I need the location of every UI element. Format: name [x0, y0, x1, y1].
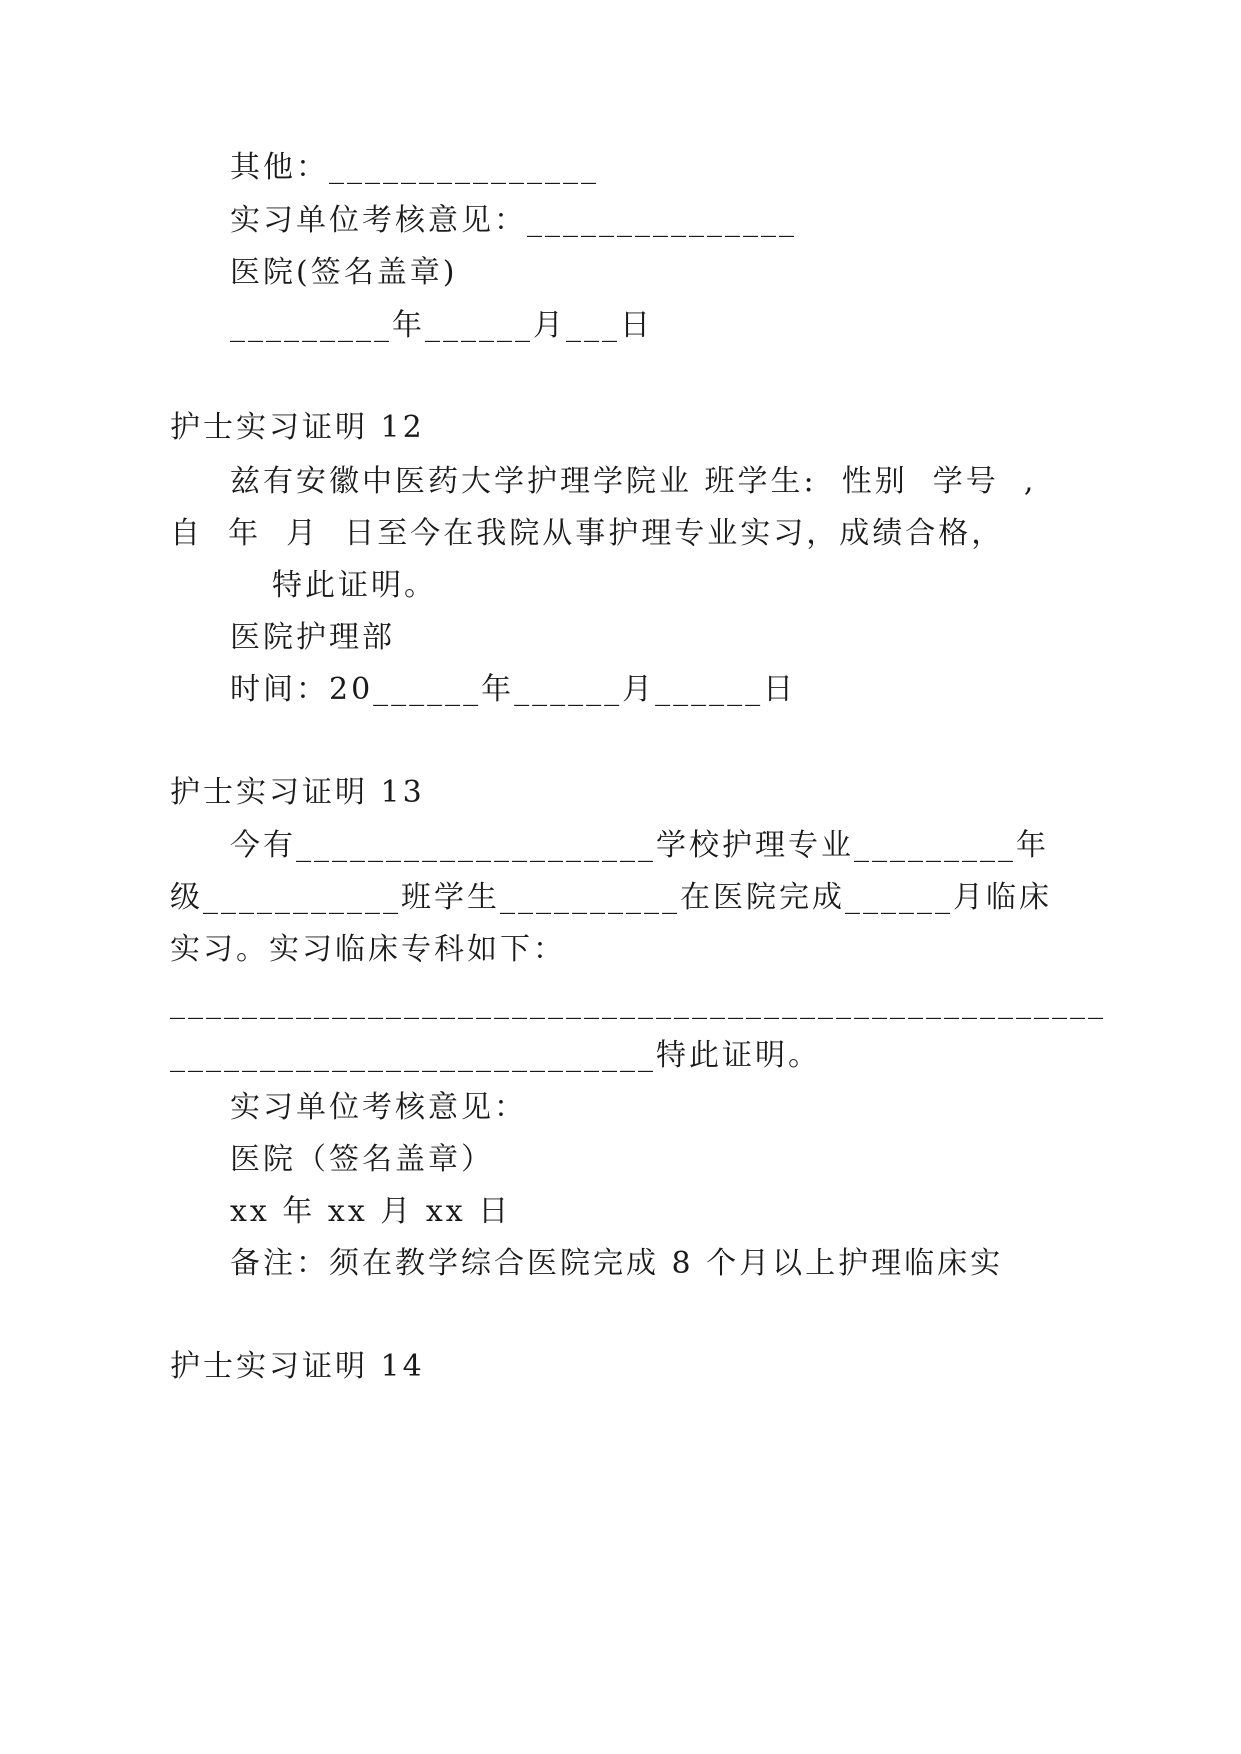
date-line: _________年______月___日	[230, 308, 653, 343]
section13-body-line2: 级___________班学生__________在医院完成______月临床	[170, 880, 1052, 915]
section13-note: 备注：须在教学综合医院完成 8 个月以上护理临床实	[230, 1246, 1004, 1281]
section13-body-line1: 今有____________________学校护理专业_________年	[230, 828, 1049, 863]
section12-time-line: 时间：20______年______月______日	[230, 672, 797, 707]
hospital-sign: 医院(签名盖章)	[230, 255, 458, 290]
section-heading-14: 护士实习证明 14	[170, 1349, 425, 1384]
section13-date: xx 年 xx 月 xx 日	[230, 1194, 512, 1229]
section13-blank-line: ____________________________________________________	[170, 985, 1106, 1020]
section13-certify-line: ___________________________特此证明。	[170, 1038, 821, 1073]
section13-body-line3: 实习。实习临床专科如下：	[170, 932, 566, 967]
section13-hospital-sign: 医院（签名盖章）	[230, 1142, 494, 1177]
opinion-line: 实习单位考核意见：_______________	[230, 203, 797, 238]
section-heading-12: 护士实习证明 12	[170, 410, 425, 445]
other-line: 其他：_______________	[230, 150, 599, 185]
section12-body-line2: 自 年 月 日至今在我院从事护理专业实习，成绩合格，	[170, 516, 1005, 551]
section12-certify: 特此证明。	[272, 568, 437, 603]
section13-opinion: 实习单位考核意见：	[230, 1090, 527, 1125]
section12-dept: 医院护理部	[230, 620, 395, 655]
section12-body-line1: 兹有安徽中医药大学护理学院业 班学生: 性别 学号 ,	[230, 464, 1037, 499]
section-heading-13: 护士实习证明 13	[170, 775, 425, 810]
